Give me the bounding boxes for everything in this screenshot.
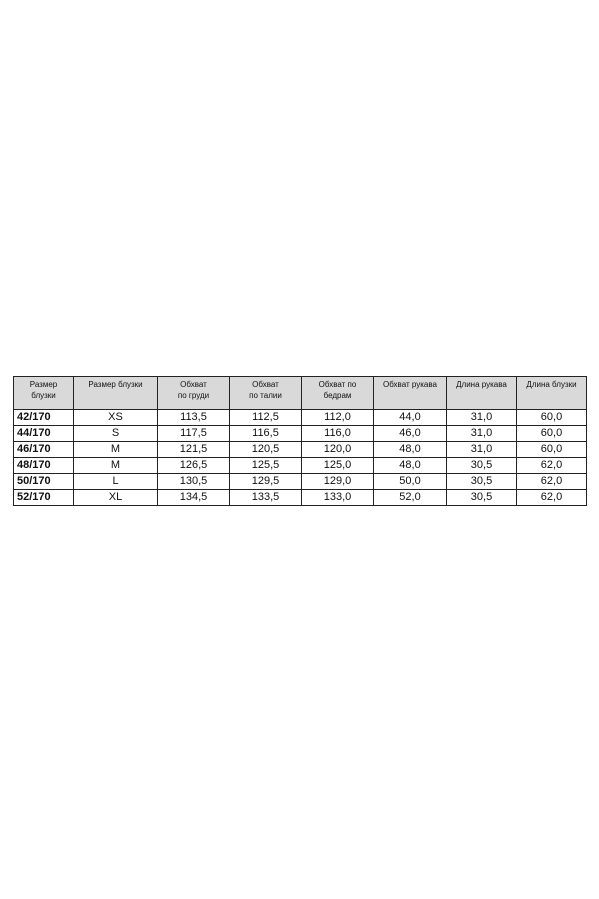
chest-cell: 113,5 [158,410,230,426]
header-text: Длина блузки [526,380,577,389]
header-size-blouse [14,377,74,410]
sleeve-length-cell: 31,0 [447,410,517,426]
letter-size-cell: S [74,426,158,442]
chest-cell: 134,5 [158,490,230,506]
blouse-length-cell: 62,0 [517,490,587,506]
letter-size-cell: XS [74,410,158,426]
header-text: блузки [31,391,56,400]
header-blouse-size-letter [74,377,158,410]
size-cell: 44/170 [14,426,74,442]
blouse-length-cell: 62,0 [517,474,587,490]
waist-cell: 133,5 [230,490,302,506]
header-text: Обхват [180,380,207,389]
blouse-length-cell: 60,0 [517,426,587,442]
waist-cell: 120,5 [230,442,302,458]
sleeve-length-cell: 30,5 [447,458,517,474]
blouse-length-cell: 60,0 [517,442,587,458]
size-cell: 50/170 [14,474,74,490]
size-chart-table [13,376,587,506]
table-row [14,458,587,474]
header-text: Размер блузки [88,380,143,389]
table-row [14,490,587,506]
header-text: бедрам [323,391,352,400]
sleeve-girth-cell: 46,0 [374,426,447,442]
hip-cell: 133,0 [302,490,374,506]
table-body [14,410,587,506]
chest-cell: 130,5 [158,474,230,490]
size-cell: 42/170 [14,410,74,426]
blouse-length-cell: 60,0 [517,410,587,426]
table-header [14,377,587,410]
sleeve-girth-cell: 52,0 [374,490,447,506]
hip-cell: 116,0 [302,426,374,442]
waist-cell: 129,5 [230,474,302,490]
hip-cell: 120,0 [302,442,374,458]
header-text: Размер [29,380,58,389]
hip-cell: 125,0 [302,458,374,474]
header-text: Обхват по [318,380,357,389]
header-text: по талии [249,391,282,400]
sleeve-length-cell: 31,0 [447,426,517,442]
waist-cell: 112,5 [230,410,302,426]
sleeve-girth-cell: 44,0 [374,410,447,426]
letter-size-cell: M [74,442,158,458]
waist-cell: 116,5 [230,426,302,442]
sleeve-length-cell: 30,5 [447,490,517,506]
waist-cell: 125,5 [230,458,302,474]
table-row [14,410,587,426]
header-waist-girth [230,377,302,410]
sleeve-girth-cell: 48,0 [374,442,447,458]
header-row [14,377,587,410]
table-row [14,442,587,458]
header-sleeve-length [447,377,517,410]
header-text: Обхват рукава [383,380,437,389]
header-text: Обхват [252,380,279,389]
letter-size-cell: L [74,474,158,490]
header-hip-girth [302,377,374,410]
header-chest-girth [158,377,230,410]
size-cell: 48/170 [14,458,74,474]
sleeve-girth-cell: 48,0 [374,458,447,474]
header-blouse-length [517,377,587,410]
size-cell: 52/170 [14,490,74,506]
header-text: по груди [177,391,210,400]
table-row [14,474,587,490]
header-text: Длина рукава [456,380,507,389]
sleeve-length-cell: 31,0 [447,442,517,458]
sleeve-girth-cell: 50,0 [374,474,447,490]
table-row [14,426,587,442]
letter-size-cell: M [74,458,158,474]
hip-cell: 112,0 [302,410,374,426]
header-sleeve-girth [374,377,447,410]
chest-cell: 117,5 [158,426,230,442]
hip-cell: 129,0 [302,474,374,490]
blouse-length-cell: 62,0 [517,458,587,474]
sleeve-length-cell: 30,5 [447,474,517,490]
size-cell: 46/170 [14,442,74,458]
letter-size-cell: XL [74,490,158,506]
chest-cell: 121,5 [158,442,230,458]
chest-cell: 126,5 [158,458,230,474]
